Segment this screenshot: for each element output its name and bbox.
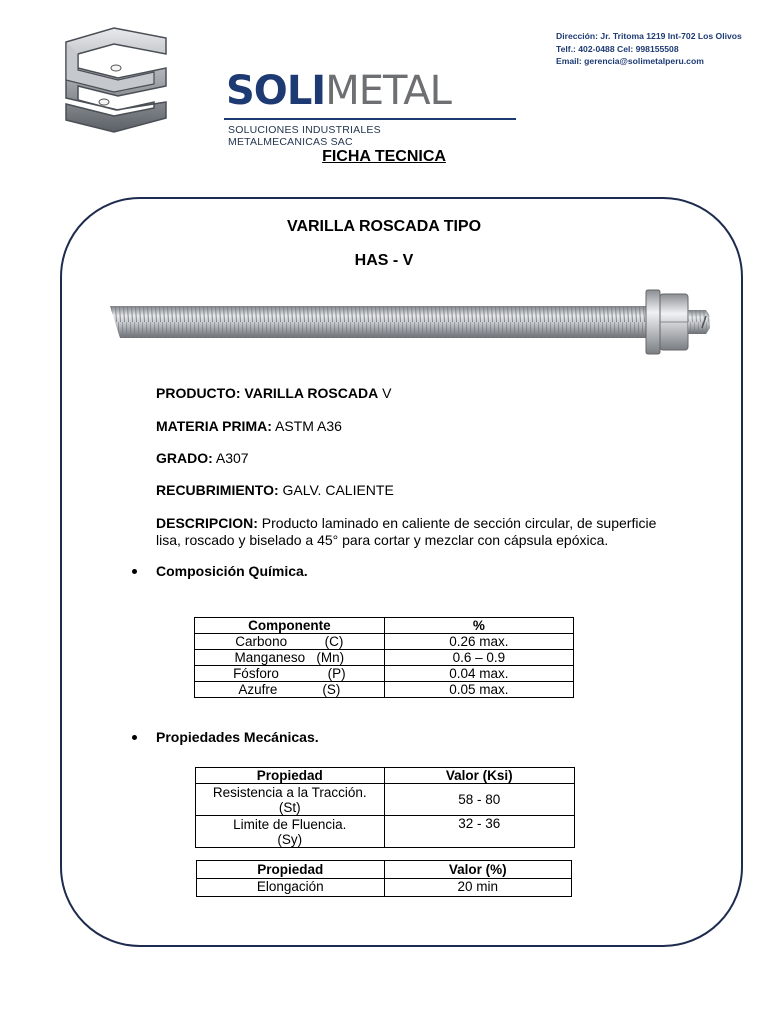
field-recubrimiento: RECUBRIMIENTO: GALV. CALIENTE (156, 482, 394, 498)
document-title: FICHA TECNICA (322, 148, 446, 165)
elongation-table (196, 860, 572, 897)
table-cell-propiedad: Elongación (197, 879, 385, 897)
product-title-line2: HAS - V (354, 252, 414, 269)
table-row (196, 784, 575, 816)
product-title-line1: VARILLA ROSCADA TIPO (286, 218, 482, 235)
table-cell-value: 0.6 – 0.9 (384, 650, 573, 666)
field-grado: GRADO: A307 (156, 450, 249, 466)
table-header-cell: Propiedad (196, 768, 385, 784)
contact-address: Dirección: Jr. Tritoma 1219 Int-702 Los Olivos (556, 31, 742, 41)
field-descripcion: DESCRIPCION: Producto laminado en caliente de sección circular, de superficie lisa, roscado y biselado a 45° para cortar y mezclar con cápsula epóxica. (156, 515, 657, 548)
contact-email[interactable]: Email: gerencia@solimetalperu.com (556, 56, 704, 66)
table-cell-componente: Azufre (S) (195, 682, 385, 698)
table-row (197, 879, 572, 897)
table-cell-componente: Carbono (C) (195, 634, 385, 650)
table-cell-value: 32 - 36 (384, 816, 574, 848)
table-row (195, 682, 574, 698)
table-header-cell: Propiedad (197, 861, 385, 879)
table-header-cell: Componente (195, 618, 385, 634)
table-cell-value: 0.26 max. (384, 634, 573, 650)
bullet-dot (132, 735, 137, 740)
table-cell-value: 58 - 80 (384, 784, 574, 816)
table-header-row (197, 861, 572, 879)
table-cell-value: 0.04 max. (384, 666, 573, 682)
table-header-cell: Valor (%) (384, 861, 571, 879)
table-row (195, 634, 574, 650)
contact-phone: Telf.: 402-0488 Cel: 998155508 (556, 43, 679, 54)
table-row (195, 666, 574, 682)
table-header-row (195, 618, 574, 634)
table-header-cell: % (384, 618, 573, 634)
table-header-cell: Valor (Ksi) (384, 768, 574, 784)
chemical-composition-table (194, 617, 574, 698)
table-cell-value: 20 min (384, 879, 571, 897)
field-materia-prima: MATERIA PRIMA: ASTM A36 (156, 418, 342, 434)
brand-name-part1: SOLI (226, 68, 326, 114)
brand-tagline: SOLUCIONES INDUSTRIALES METALMECANICAS SAC (228, 124, 381, 148)
brand-divider (224, 118, 516, 120)
table-row (196, 816, 575, 848)
mechanical-properties-table (195, 767, 575, 848)
threaded-rod-image (106, 282, 726, 362)
contact-block (556, 30, 742, 68)
company-logo (56, 20, 476, 148)
table-header-row (196, 768, 575, 784)
brand-name (226, 68, 451, 114)
logo-steel-profile-icon (56, 20, 176, 140)
brand-name-part2: METAL (325, 68, 451, 114)
table-cell-propiedad: Resistencia a la Tracción. (St) (196, 784, 385, 816)
table-cell-value: 0.05 max. (384, 682, 573, 698)
bullet-dot (132, 569, 137, 574)
table-cell-componente: Manganeso (Mn) (195, 650, 385, 666)
table-cell-componente: Fósforo (P) (195, 666, 385, 682)
field-producto: PRODUCTO: VARILLA ROSCADA V (156, 385, 392, 401)
table-cell-propiedad: Limite de Fluencia. (Sy) (196, 816, 385, 848)
table-row (195, 650, 574, 666)
